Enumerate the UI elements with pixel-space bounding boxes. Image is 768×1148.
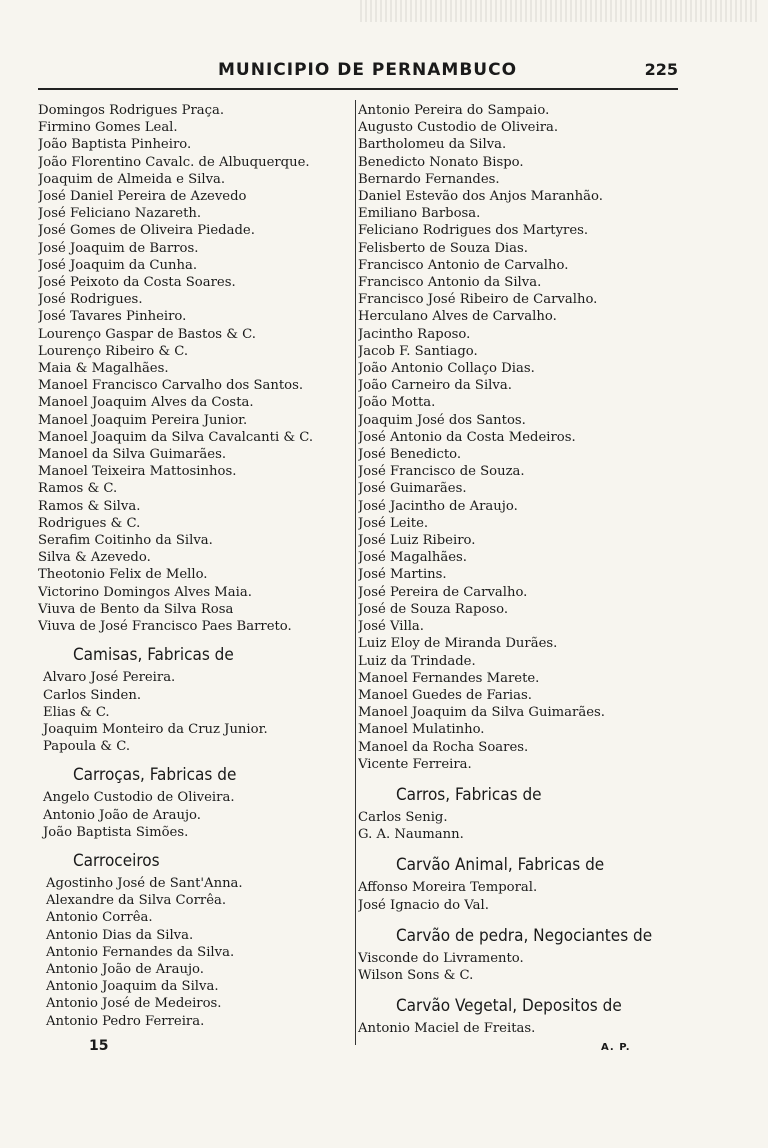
directory-entry: Alexandre da Silva Corrêa.: [46, 893, 227, 909]
directory-entry: José Magalhães.: [358, 550, 467, 566]
directory-entry: Domingos Rodrigues Praça.: [38, 103, 225, 118]
directory-entry: Francisco Antonio de Carvalho.: [358, 257, 569, 273]
directory-entry: José de Souza Raposo.: [358, 601, 509, 617]
directory-entry: Antonio Fernandes da Silva.: [46, 944, 235, 960]
directory-entry: Antonio José de Medeiros.: [46, 996, 222, 1012]
directory-section: [38, 643, 354, 755]
directory-entry: Elias & C.: [43, 704, 110, 720]
directory-entry: José Ignacio do Val.: [358, 897, 489, 913]
directory-entry: Wilson Sons & C.: [358, 967, 474, 983]
directory-section: [358, 853, 688, 913]
directory-entry: Vicente Ferreira.: [358, 756, 472, 772]
directory-entry: Silva & Azevedo.: [38, 550, 151, 566]
directory-entry: Joaquim José dos Santos.: [358, 412, 526, 428]
directory-entry: Manoel Mulatinho.: [358, 722, 485, 738]
left-column: [38, 102, 354, 1030]
directory-entry: Lourenço Ribeiro & C.: [38, 343, 189, 359]
directory-entry: Manoel Guedes de Farias.: [358, 687, 532, 703]
directory-entry: Feliciano Rodrigues dos Martyres.: [358, 223, 589, 239]
directory-entry: Antonio João de Araujo.: [46, 961, 204, 977]
directory-entry: Francisco José Ribeiro de Carvalho.: [358, 292, 598, 308]
directory-section: [358, 994, 688, 1037]
directory-entry: Angelo Custodio de Oliveira.: [43, 790, 235, 806]
directory-entry: Bernardo Fernandes.: [358, 171, 500, 187]
directory-entry: Manoel Fernandes Marete.: [358, 670, 540, 686]
directory-entry: Emiliano Barbosa.: [358, 206, 481, 222]
directory-entry: João Antonio Collaço Dias.: [358, 361, 535, 377]
directory-entry: Manoel Joaquim da Silva Cavalcanti & C.: [38, 429, 314, 445]
directory-entry: Firmino Gomes Leal.: [38, 120, 178, 136]
directory-entry: Antonio Pereira do Sampaio.: [358, 103, 550, 118]
directory-entry: José Joaquim da Cunha.: [38, 257, 198, 273]
directory-entry: Antonio Corrêa.: [46, 910, 153, 926]
directory-entry: Manoel Teixeira Mattosinhos.: [38, 464, 237, 480]
directory-entry: Luiz da Trindade.: [358, 653, 476, 669]
directory-entry: José Antonio da Costa Medeiros.: [358, 429, 576, 445]
directory-entry: José Feliciano Nazareth.: [38, 206, 202, 222]
section-heading: Carros, Fabricas de: [396, 784, 542, 805]
directory-section: [38, 763, 354, 841]
directory-entry: Alvaro José Pereira.: [43, 670, 176, 686]
directory-entry: José Leite.: [358, 515, 429, 531]
directory-entry: Papoula & C.: [43, 739, 131, 755]
print-noise: [360, 0, 760, 22]
directory-entry: José Pereira de Carvalho.: [358, 584, 528, 600]
directory-entry: Antonio Pedro Ferreira.: [46, 1013, 205, 1029]
directory-entry: José Martins.: [358, 567, 447, 583]
directory-entry: Carlos Sinden.: [43, 687, 142, 703]
directory-entry: Affonso Moreira Temporal.: [358, 880, 538, 896]
directory-entry: Visconde do Livramento.: [358, 950, 524, 966]
directory-entry: José Jacintho de Araujo.: [358, 498, 518, 514]
directory-entry: Joaquim Monteiro da Cruz Junior.: [43, 721, 268, 737]
directory-entry: João Motta.: [358, 395, 436, 411]
directory-entry: Rodrigues & C.: [38, 515, 141, 531]
directory-entry: Manoel da Silva Guimarães.: [38, 447, 227, 463]
directory-entry: Bartholomeu da Silva.: [358, 137, 507, 153]
directory-entry: Serafim Coitinho da Silva.: [38, 533, 213, 549]
directory-entry: G. A. Naumann.: [358, 827, 464, 843]
section-heading: Carvão de pedra, Negociantes de: [396, 925, 653, 946]
section-heading: Camisas, Fabricas de: [73, 645, 234, 666]
directory-entry: Manoel Joaquim Alves da Costa.: [38, 395, 254, 411]
page-header: [38, 58, 678, 90]
directory-section: [38, 849, 354, 1030]
directory-entry: José Peixoto da Costa Soares.: [38, 275, 236, 291]
directory-entry: José Rodrigues.: [38, 292, 143, 308]
directory-entry: Manoel Joaquim da Silva Guimarães.: [358, 705, 605, 721]
directory-entry: Augusto Custodio de Oliveira.: [358, 120, 559, 136]
directory-entry: Lourenço Gaspar de Bastos & C.: [38, 326, 256, 342]
directory-entry: Manoel da Rocha Soares.: [358, 739, 529, 755]
directory-entry: José Guimarães.: [358, 481, 467, 497]
signature-mark: 15: [89, 1038, 109, 1054]
directory-entry: Jacob F. Santiago.: [358, 343, 478, 359]
directory-entry: Daniel Estevão dos Anjos Maranhão.: [358, 189, 603, 205]
directory-entry: João Baptista Pinheiro.: [38, 137, 192, 153]
page-number: 225: [644, 60, 678, 79]
directory-entry: José Luiz Ribeiro.: [358, 533, 476, 549]
directory-entry: Carlos Senig.: [358, 809, 448, 825]
directory-entry: Antonio Joaquim da Silva.: [46, 979, 219, 995]
directory-entry: Herculano Alves de Carvalho.: [358, 309, 557, 325]
directory-entry: Antonio Dias da Silva.: [46, 927, 194, 943]
directory-entry: Maia & Magalhães.: [38, 361, 169, 377]
directory-entry: João Baptista Simões.: [43, 824, 189, 840]
directory-entry: Ramos & Silva.: [38, 498, 141, 514]
column-divider: [355, 100, 356, 1045]
directory-entry: Jacintho Raposo.: [358, 326, 471, 342]
page-title: MUNICIPIO DE PERNAMBUCO: [218, 60, 518, 80]
directory-entry: José Francisco de Souza.: [358, 464, 525, 480]
directory-entry: Francisco Antonio da Silva.: [358, 275, 542, 291]
directory-entry: Benedicto Nonato Bispo.: [358, 154, 524, 170]
section-heading: Carroças, Fabricas de: [73, 765, 237, 786]
directory-entry: José Joaquim de Barros.: [38, 240, 199, 256]
directory-entry: Viuva de Bento da Silva Rosa: [38, 601, 234, 617]
directory-entry: Felisberto de Souza Dias.: [358, 240, 528, 256]
directory-entry: José Villa.: [358, 619, 424, 635]
directory-entry: José Daniel Pereira de Azevedo: [38, 189, 247, 205]
printer-initials: A. P.: [601, 1042, 631, 1053]
directory-entry: Ramos & C.: [38, 481, 118, 497]
right-column: [358, 102, 688, 1037]
directory-entry: Agostinho José de Sant'Anna.: [46, 875, 243, 891]
section-heading: Carroceiros: [73, 850, 160, 871]
directory-entry: Viuva de José Francisco Paes Barreto.: [38, 619, 292, 635]
directory-entry: Luiz Eloy de Miranda Durães.: [358, 636, 558, 652]
directory-section: [358, 783, 688, 843]
directory-entry: José Gomes de Oliveira Piedade.: [38, 223, 255, 239]
directory-entry: João Carneiro da Silva.: [358, 378, 512, 394]
directory-entry: Manoel Francisco Carvalho dos Santos.: [38, 378, 304, 394]
directory-entry: José Benedicto.: [358, 447, 462, 463]
directory-entry: Theotonio Felix de Mello.: [38, 567, 208, 583]
directory-entry: Victorino Domingos Alves Maia.: [38, 584, 252, 600]
directory-entry: José Tavares Pinheiro.: [38, 309, 187, 325]
section-heading: Carvão Animal, Fabricas de: [396, 855, 605, 876]
directory-entry: Antonio João de Araujo.: [43, 807, 201, 823]
directory-entry: Manoel Joaquim Pereira Junior.: [38, 412, 248, 428]
section-heading: Carvão Vegetal, Depositos de: [396, 996, 622, 1017]
directory-section: [358, 924, 688, 984]
directory-entry: Antonio Maciel de Freitas.: [358, 1021, 536, 1037]
directory-entry: João Florentino Cavalc. de Albuquerque.: [38, 154, 310, 170]
directory-entry: Joaquim de Almeida e Silva.: [38, 171, 226, 187]
